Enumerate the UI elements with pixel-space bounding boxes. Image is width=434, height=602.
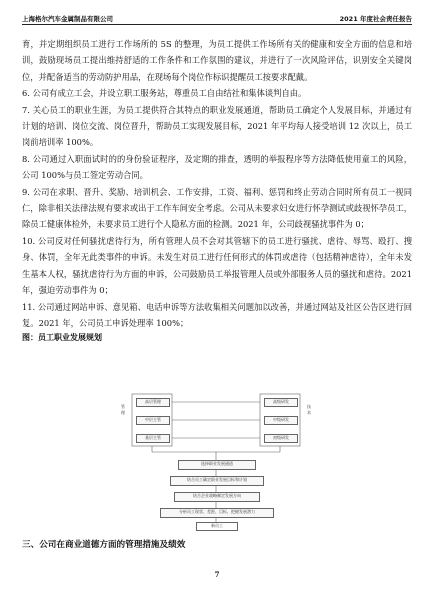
paragraph-9: 9. 公司在求职、晋升、奖励、培训机会、工作安排，工资、福利、惩罚和终止劳动合同时所有员工一视同仁，除非相关法律法规有要求或出于工作车间安全考虑。公司从未要求妇女进行怀孕测试或歧视怀孕员工，除员工健康体检外，未要求员工进行个人隐私方面的检测。2021 年，公司歧视骚扰事件为 0； xyxy=(22,186,412,230)
technical-track-label: 技术 xyxy=(307,404,311,415)
body-text xyxy=(22,36,412,345)
right-box-junior: 初级研发 xyxy=(264,434,298,443)
step-analysis: 分析员工现状、差距、目标，把握发展潜力 xyxy=(160,508,274,518)
paragraph-5-continued: 育，并定期组织员工进行工作场所的 5S 的整理，为员工提供工作场所有关的健康和安全方面的信息和培训，鼓励现场员工提出维持舒适的工作条件和工作氛围的建议，并进行了一次风险评估，识别安全关键岗位，并配备适当的劳动防护用品，在现场每个岗位作标识提醒员工按要求配戴。 xyxy=(22,39,412,82)
figure-caption: 图：员工职业发展规划 xyxy=(22,333,102,343)
paragraph-11: 11. 公司通过网站申诉、意见箱、电话申诉等方法收集相关问题加以改善，并通过网站及社区公告区进行回复。2021 年，公司员工申诉处理率 100%； xyxy=(22,301,412,328)
career-development-diagram xyxy=(118,390,314,530)
paragraph-6: 6. 公司有成立工会，并设立职工服务站，尊重员工自由结社和集体谈判自由。 xyxy=(22,88,307,99)
left-box-senior: 高层管理 xyxy=(136,398,170,407)
paragraph-10: 10. 公司反对任何骚扰虐待行为，所有管理人员不会对其管辖下的员工进行骚扰、虐待、辱骂、殴打、搜身、体罚，全年无此类事件的申诉。未发生对员工进行任何形式的体罚或虐待（包括精神虐待），全年未发生基本人权，骚扰虐待行为方面的申诉，公司鼓励员工举报管理人员或外部服务人员的骚扰和虐待。2021 年，强迫劳动事件为 0； xyxy=(22,235,412,296)
page-number: 7 xyxy=(214,570,220,579)
left-box-middle: 中层主管 xyxy=(136,416,170,425)
step-choose-path: 选择职业发展通道 xyxy=(178,460,256,470)
management-track-label: 管理 xyxy=(121,404,125,415)
section-heading: 三、公司在商业道德方面的管理措施及绩效 xyxy=(22,540,186,550)
paragraph-8: 8. 公司通过入职面试时的的身份验证程序，及定期的排查，透明的举报程序等方法降低使用童工的风险，公司 100%与员工签定劳动合同。 xyxy=(22,153,412,181)
right-box-senior: 高级研发 xyxy=(264,398,298,407)
step-set-goals: 结合员工确定职业发展目标和计划 xyxy=(170,476,264,486)
left-box-junior: 基层主管 xyxy=(136,434,170,443)
paragraph-7: 7. 关心员工的职业生涯，为员工提供符合其特点的职业发展通道，帮助员工确定个人发展目标，并通过有计划的培训、岗位交流、岗位晋升，帮助员工实现发展目标，2021 年平均每人接受培训 12 次以上，员工岗前培训率 100%。 xyxy=(22,104,412,148)
right-box-middle: 中级研发 xyxy=(264,416,298,425)
header-company: 上海格尔汽车金属制品有限公司 xyxy=(22,15,113,23)
page-header xyxy=(22,12,412,25)
step-strategy: 结合企业战略制定发展方向 xyxy=(174,492,260,502)
step-new-employee: 新员工 xyxy=(196,522,238,531)
header-report-title: 2021 年度社会责任报告 xyxy=(339,15,412,23)
